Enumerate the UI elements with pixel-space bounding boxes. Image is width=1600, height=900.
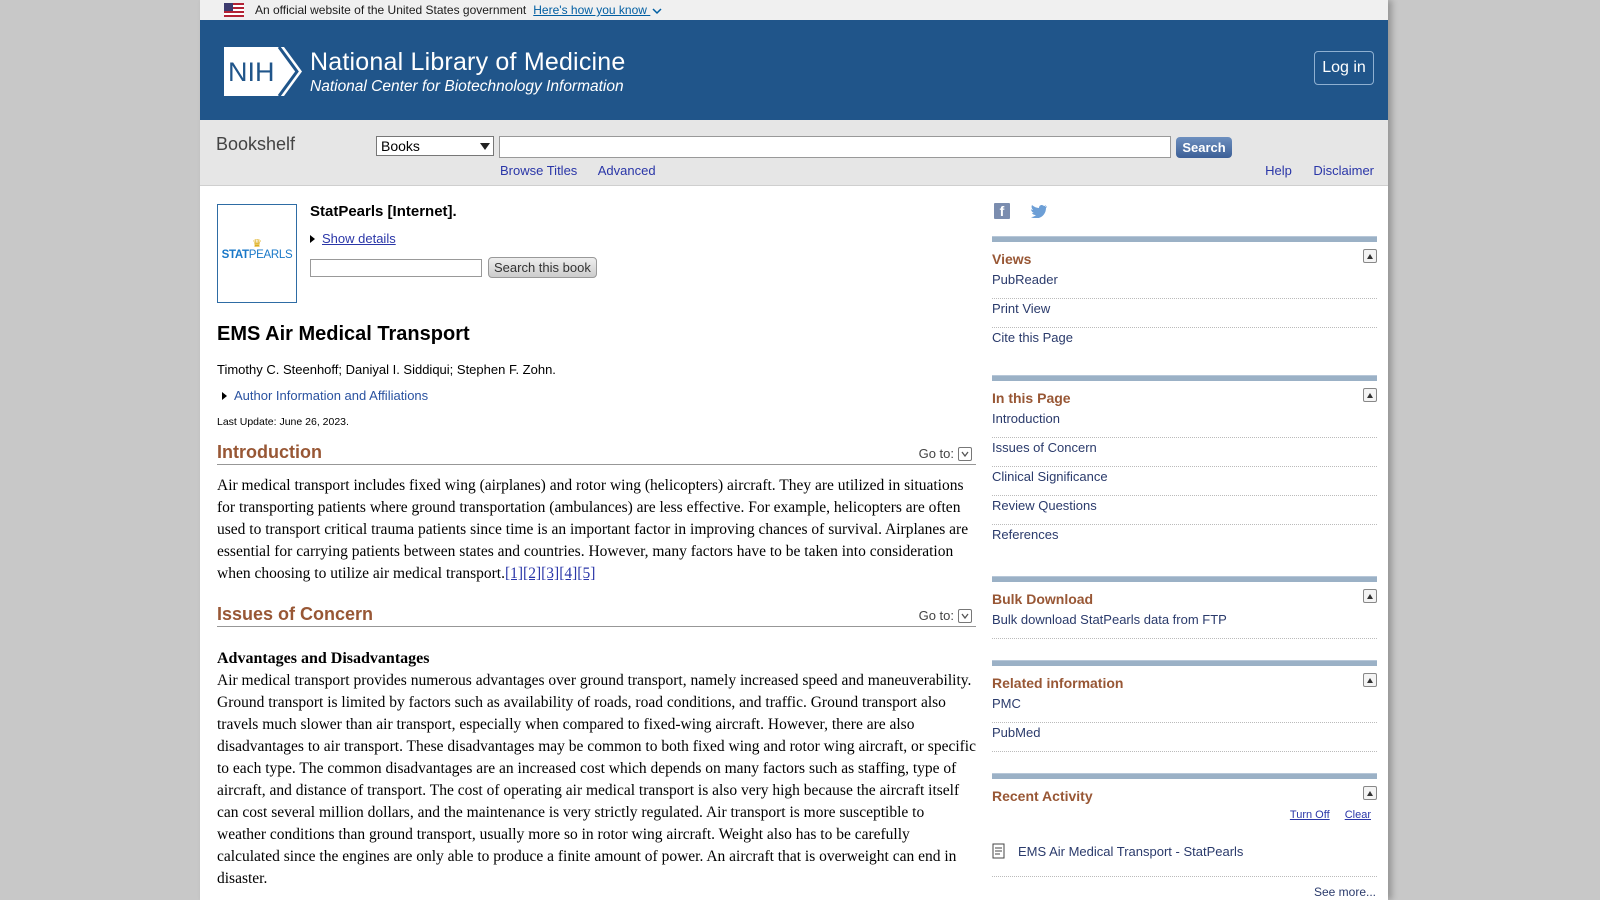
database-select[interactable] [376,136,494,156]
disclaimer-link[interactable]: Disclaimer [1313,163,1374,178]
portlet-divider [992,773,1377,779]
last-update: Last Update: June 26, 2023. [217,416,349,428]
heres-how-you-know-link[interactable] [533,3,662,17]
see-more-link[interactable]: See more... [1313,885,1376,899]
book-info [310,203,597,278]
page [200,0,1388,900]
site-header [200,20,1388,120]
login-button[interactable]: Log in [1314,51,1374,85]
advanced-search-link[interactable]: Advanced [597,163,656,178]
gov-banner [200,0,1388,20]
collapse-icon[interactable] [1363,673,1377,687]
reference-link[interactable]: [4] [559,565,578,582]
pmc-link[interactable]: PMC [992,694,1377,723]
show-details-link[interactable]: Show details [322,231,396,246]
cite-page-link[interactable]: Cite this Page [992,330,1073,345]
clear-link[interactable]: Clear [1344,809,1371,821]
goto-label: Go to: [918,608,954,623]
chevron-down-icon [958,447,972,461]
collapse-icon[interactable] [1363,388,1377,402]
ncbi-subtitle[interactable]: National Center for Biotechnology Information [310,78,624,95]
section-heading: Issues of Concern [217,604,374,624]
toc-clinical-significance[interactable]: Clinical Significance [992,467,1377,496]
author-info-link[interactable]: Author Information and Affiliations [234,388,429,403]
recent-activity-portlet [992,773,1377,899]
subsection-heading: Advantages and Disadvantages [217,650,430,667]
toc-references[interactable]: References [992,527,1059,542]
cover-tagline [256,262,257,268]
book-search [310,257,597,278]
pubreader-link[interactable]: PubReader [992,270,1377,299]
help-links [1248,162,1374,180]
bookshelf-label[interactable]: Bookshelf [216,134,296,154]
expand-triangle-icon [222,392,227,400]
cover-brand-bold: STAT [221,249,249,261]
collapse-icon[interactable] [1363,786,1377,800]
introduction-text: Air medical transport includes fixed wing (airplanes) and rotor wing (helicopters) aircraft. They are utilized in situations for transporting patients where ground transportation (ambulances) are less effective. For example, helicopters are often used to transport critical trauma patients since time is an important factor in improving chances of survival. Airplanes are essential for carrying patients between states and countries. However, many factors have to be taken into consideration when choosing to utilize air medical transport. [217,477,969,582]
portlet-title: In this Page [992,390,1071,406]
recent-activity-label: EMS Air Medical Transport - StatPearls [1018,843,1244,859]
nih-logo-text: NIH [228,57,275,87]
chevron-down-icon [958,609,972,623]
reference-link[interactable]: [1] [504,565,524,582]
facebook-icon[interactable]: f [994,203,1010,219]
portlet-divider [992,236,1377,242]
goto-menu[interactable] [919,608,972,623]
toc-issues-of-concern[interactable]: Issues of Concern [992,438,1377,467]
book-title: StatPearls [Internet]. [310,203,457,220]
search-bar [200,120,1388,186]
portlet-title: Views [992,251,1032,267]
social-share [994,203,1048,219]
print-view-link[interactable]: Print View [992,299,1377,328]
search-input[interactable] [499,136,1171,158]
goto-menu[interactable] [919,446,972,461]
search-sublinks [500,162,672,180]
crown-icon: ♛ [252,238,262,250]
book-search-input[interactable] [310,259,482,277]
book-cover[interactable] [217,204,297,303]
database-select-value: Books [381,138,420,154]
chevron-down-icon [652,7,662,15]
toc-introduction[interactable]: Introduction [992,409,1377,438]
section-heading: Introduction [217,442,322,462]
section-header-introduction [217,442,976,465]
nlm-title[interactable]: National Library of Medicine [310,48,626,76]
issues-paragraph: Air medical transport provides numerous advantages over ground transport, namely increased speed and maneuverability. Ground transport is limited by factors such as availability of roads, road conditions, and traffic. Ground transport also travels much slower than air transport, especially when compared to fixed-wing aircraft. However, there are also disadvantages to air transport. These disadvantages may be common to both fixed wing and rotor wing aircraft, or specific to each type. The common disadvantages are an increased cost which depends on many factors such as staffing, type of aircraft, and distance of transport. The cost of operating air medical transport is also very high because the aircraft itself can cost several million dollars, and the maintenance is very strictly regulated. Air transport is more susceptible to weather conditions than ground transport, usually more so in rotor wing aircraft. Weight also has to be carefully calculated since the engines are only able to produce a finite amount of power. An aircraft that is overweight can end in disaster. [217,672,976,887]
nih-logo-icon[interactable] [224,47,302,96]
introduction-paragraph [217,475,976,585]
portlet-divider [992,576,1377,582]
portlet-divider [992,660,1377,666]
article-authors: Timothy C. Steenhoff; Daniyal I. Siddiqui; Stephen F. Zohn. [217,362,556,377]
bulk-download-portlet [992,576,1377,639]
show-details-toggle[interactable] [310,231,597,246]
portlet-title: Recent Activity [992,788,1093,804]
portlet-title: Bulk Download [992,591,1094,607]
browse-titles-link[interactable]: Browse Titles [500,163,578,178]
recent-activity-item[interactable] [992,843,1243,859]
dropdown-arrow-icon [477,137,493,155]
in-this-page-portlet [992,375,1377,553]
book-page-icon [992,843,1006,859]
us-flag-icon [224,3,244,17]
statpearls-logo [222,249,293,261]
turn-off-link[interactable]: Turn Off [1289,809,1330,821]
cover-brand-light: PEARLS [248,249,293,261]
search-button[interactable]: Search [1176,137,1232,158]
collapse-icon[interactable] [1363,249,1377,263]
divider [992,876,1377,877]
gov-banner-text: An official website of the United States government [255,3,527,17]
reference-link[interactable]: [2] [523,565,542,582]
views-portlet [992,236,1377,356]
reference-link[interactable]: [3] [541,565,560,582]
toc-review-questions[interactable]: Review Questions [992,496,1377,525]
twitter-icon[interactable] [1030,204,1048,218]
goto-label: Go to: [918,446,954,461]
related-info-portlet [992,660,1377,752]
search-this-book-button[interactable]: Search this book [488,257,597,278]
reference-link[interactable]: [5] [577,565,596,582]
portlet-title: Related information [992,675,1124,691]
collapse-icon[interactable] [1363,589,1377,603]
pubmed-link[interactable]: PubMed [992,723,1377,752]
author-info-toggle[interactable] [222,388,428,403]
expand-triangle-icon [310,235,315,243]
help-link[interactable]: Help [1265,163,1292,178]
article-title: EMS Air Medical Transport [217,323,470,345]
section-header-issues-of-concern [217,604,976,627]
bulk-download-link[interactable]: Bulk download StatPearls data from FTP [992,610,1377,639]
portlet-divider [992,375,1377,381]
heres-how-you-know-label: Here's how you know [533,3,647,17]
